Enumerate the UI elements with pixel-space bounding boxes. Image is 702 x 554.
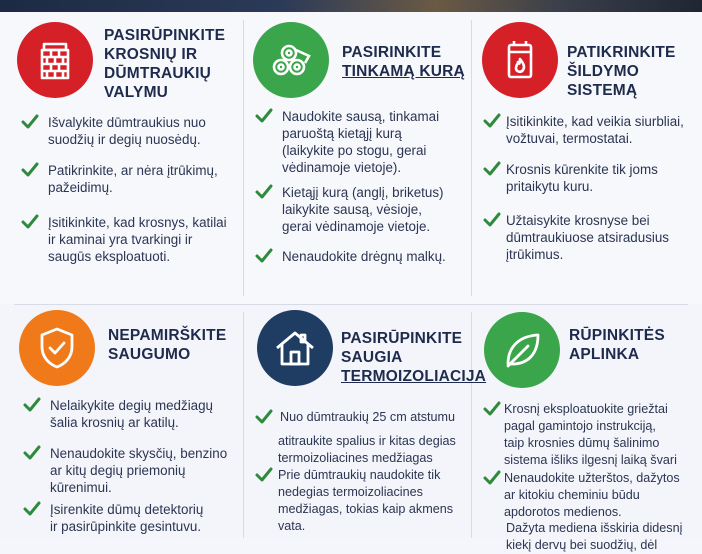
checkmark-icon xyxy=(24,398,40,412)
checkmark-icon xyxy=(24,446,40,460)
house-icon xyxy=(257,310,333,386)
checkmark-icon xyxy=(484,213,500,227)
list-item: Nenaudokite užterštos, dažytos ar kitokiu cheminiu būdu apdorotos medienos. xyxy=(484,470,702,521)
card-title: PASIRINKITE TINKAMĄ KURĄ xyxy=(342,44,465,80)
card-safety xyxy=(0,305,243,538)
list-item: Nelaikykite degių medžiagų šalia krosnių ar katilų. xyxy=(24,397,240,431)
checkmark-icon xyxy=(256,185,272,199)
list-item: Įsirenkite dūmų detektorių ir pasirūpinkite gesintuvu. xyxy=(24,501,240,535)
boiler-icon xyxy=(482,22,558,98)
card-title: PASIRŪPINKITE SAUGIA TERMOIZOLIACIJA xyxy=(341,330,487,385)
checkmark-icon xyxy=(484,114,500,128)
card-title: PASIRŪPINKITE KROSNIŲ IR DŪMTRAUKIŲ VALYMU xyxy=(104,27,226,101)
checkmark-icon xyxy=(24,502,40,516)
header-photo-strip xyxy=(0,0,702,12)
checkmark-icon xyxy=(484,471,500,485)
checkmark-icon xyxy=(22,215,38,229)
list-item: atitraukite spalius ir kitas degias termoizoliacines medžiagas xyxy=(278,434,456,465)
list-item: Nenaudokite drėgnų malkų. xyxy=(256,248,468,265)
checkmark-icon xyxy=(22,115,38,129)
list-item: Nenaudokite skysčių, benzino ar kitų degių priemonių kūrenimui. xyxy=(24,445,240,496)
card-title: RŪPINKITĖS APLINKA xyxy=(569,327,665,363)
checkmark-icon xyxy=(484,402,500,416)
list-item: Išvalykite dūmtraukius nuo suodžių ir degių nuosėdų. xyxy=(22,114,240,148)
list-item: Įsitikinkite, kad krosnys, katilai ir kaminai yra tvarkingi ir saugūs eksploatuoti. xyxy=(22,214,240,265)
checkmark-icon xyxy=(256,109,272,123)
checkmark-icon xyxy=(256,468,272,482)
list-item: Nuo dūmtraukių 25 cm atstumu xyxy=(256,409,470,426)
list-item: Patikrinkite, ar nėra įtrūkimų, pažeidimų. xyxy=(22,162,240,196)
leaf-icon xyxy=(484,312,560,388)
card-environment xyxy=(472,305,702,552)
list-item: Krosnis kūrenkite tik joms pritaikytu kuru. xyxy=(484,161,700,195)
card-title: PATIKRINKITE ŠILDYMO SISTEMĄ xyxy=(567,44,676,99)
list-item: Įsitikinkite, kad veikia siurbliai, vožtuvai, termostatai. xyxy=(484,113,700,147)
checkmark-icon xyxy=(22,163,38,177)
list-item: Krosnį eksploatuokite griežtai pagal gamintojo instrukciją, taip krosnies dūmų šalinimo sistema išliks ilgesnį laiką švari xyxy=(484,401,702,469)
card-heating-system xyxy=(472,12,702,304)
checkmark-icon xyxy=(256,249,272,263)
list-item: Prie dūmtraukių naudokite tik nedegias termoizoliacines medžiagas, tokias kaip akmens vata. xyxy=(256,467,470,535)
infographic-grid xyxy=(0,12,702,552)
list-item: Užtaisykite krosnyse bei dūmtraukiuose atsiradusius įtrūkimus. xyxy=(484,212,700,263)
checkmark-icon xyxy=(256,410,272,424)
checkmark-icon xyxy=(484,162,500,176)
card-insulation xyxy=(244,305,487,538)
list-item: Kietąjį kurą (anglį, briketus) laikykite sausą, vėsioje, gerai vėdinamoje vietoje. xyxy=(256,184,468,235)
card-chimney-cleaning xyxy=(0,12,243,304)
list-item: Dažyta mediena išskiria didesnį kiekį dervų bei suodžių, dėl xyxy=(506,521,683,552)
firewood-icon xyxy=(253,22,329,98)
card-title: NEPAMIRŠKITE SAUGUMO xyxy=(108,327,227,363)
shield-check-icon xyxy=(19,310,95,386)
card-fuel-choice xyxy=(244,12,471,304)
list-item: Naudokite sausą, tinkamai paruoštą kietąjį kurą (laikykite po stogu, gerai vėdinamoje vietoje). xyxy=(256,108,468,176)
chimney-icon xyxy=(17,22,93,98)
